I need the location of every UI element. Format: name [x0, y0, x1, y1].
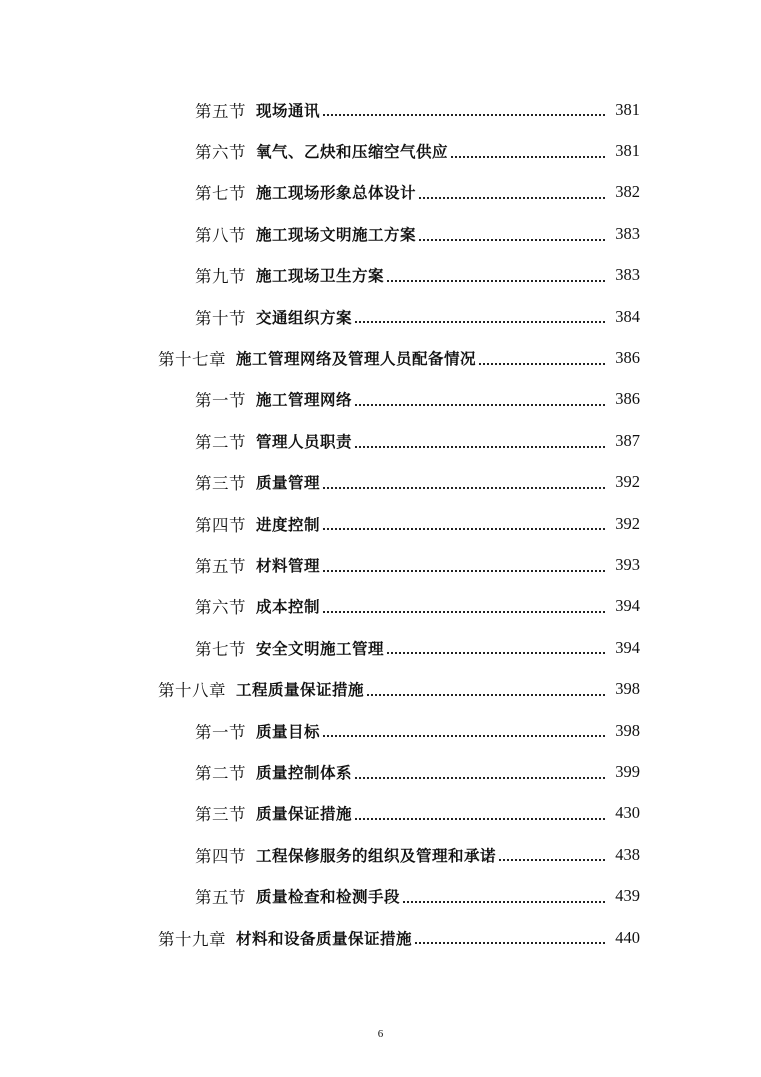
toc-entry-label: 第六节	[195, 143, 246, 163]
toc-entry-label: 第八节	[195, 225, 246, 245]
toc-entry-page-number: 394	[615, 596, 640, 616]
toc-dot-leader	[387, 651, 605, 654]
toc-entry-label: 第五节	[195, 101, 246, 121]
toc-entry-title: 质量控制体系	[256, 763, 353, 782]
toc-dot-leader	[415, 941, 605, 944]
toc-entry-page-number: 440	[615, 927, 640, 947]
toc-entry-page-number: 392	[615, 513, 640, 533]
toc-section-entry[interactable]	[0, 875, 761, 916]
toc-section-entry[interactable]	[0, 834, 761, 875]
toc-dot-leader	[323, 734, 605, 737]
toc-entry-title: 施工管理网络及管理人员配备情况	[236, 350, 477, 369]
toc-dot-leader	[499, 858, 605, 861]
page-number: 6	[377, 1028, 384, 1040]
toc-section-entry[interactable]	[0, 130, 761, 171]
toc-entry-label: 第七节	[195, 639, 246, 659]
toc-dot-leader	[355, 817, 605, 820]
toc-section-entry[interactable]	[0, 586, 761, 627]
toc-section-entry[interactable]	[0, 462, 761, 503]
toc-dot-leader	[419, 238, 605, 241]
toc-entry-title: 施工管理网络	[256, 391, 353, 410]
toc-entry-page-number: 381	[615, 141, 640, 161]
toc-entry-label: 第十节	[195, 308, 246, 328]
toc-entry-title: 现场通讯	[256, 101, 321, 120]
toc-entry-title: 进度控制	[256, 515, 321, 534]
toc-section-entry[interactable]	[0, 420, 761, 461]
toc-entry-label: 第二节	[195, 432, 246, 452]
toc-dot-leader	[323, 527, 605, 530]
toc-chapter-entry[interactable]	[0, 668, 761, 709]
toc-entry-title: 材料管理	[256, 556, 321, 575]
toc-entry-label: 第二节	[195, 763, 246, 783]
toc-entry-title: 工程保修服务的组织及管理和承诺	[256, 846, 497, 865]
toc-entry-page-number: 438	[615, 844, 640, 864]
toc-entry-title: 工程质量保证措施	[236, 681, 365, 700]
toc-dot-leader	[367, 693, 605, 696]
toc-entry-label: 第十九章	[158, 929, 226, 949]
toc-dot-leader	[419, 196, 605, 199]
toc-chapter-entry[interactable]	[0, 337, 761, 378]
toc-section-entry[interactable]	[0, 172, 761, 213]
toc-entry-title: 质量检查和检测手段	[256, 888, 401, 907]
toc-dot-leader	[403, 900, 605, 903]
toc-section-entry[interactable]	[0, 751, 761, 792]
toc-entry-page-number: 383	[615, 223, 640, 243]
toc-entry-page-number: 439	[615, 886, 640, 906]
toc-dot-leader	[355, 403, 605, 406]
toc-dot-leader	[323, 569, 605, 572]
toc-entry-page-number: 394	[615, 637, 640, 657]
toc-dot-leader	[355, 445, 605, 448]
toc-chapter-entry[interactable]	[0, 917, 761, 958]
toc-entry-page-number: 398	[615, 720, 640, 740]
toc-entry-page-number: 393	[615, 554, 640, 574]
toc-dot-leader	[355, 776, 605, 779]
toc-entry-label: 第十八章	[158, 681, 226, 701]
toc-entry-title: 材料和设备质量保证措施	[236, 929, 413, 948]
toc-entry-page-number: 398	[615, 679, 640, 699]
toc-section-entry[interactable]	[0, 710, 761, 751]
toc-entry-title: 施工现场形象总体设计	[256, 184, 417, 203]
toc-entry-page-number: 392	[615, 472, 640, 492]
toc-entry-page-number: 384	[615, 306, 640, 326]
toc-entry-label: 第十七章	[158, 350, 226, 370]
toc-dot-leader	[323, 610, 605, 613]
toc-entry-page-number: 383	[615, 265, 640, 285]
toc-section-entry[interactable]	[0, 255, 761, 296]
toc-entry-label: 第七节	[195, 184, 246, 204]
toc-entry-label: 第一节	[195, 391, 246, 411]
toc-entry-page-number: 381	[615, 99, 640, 119]
toc-entry-title: 管理人员职责	[256, 432, 353, 451]
toc-entry-title: 成本控制	[256, 598, 321, 617]
toc-dot-leader	[451, 155, 605, 158]
toc-entry-label: 第五节	[195, 888, 246, 908]
toc-entry-title: 施工现场文明施工方案	[256, 225, 417, 244]
toc-entry-label: 第四节	[195, 515, 246, 535]
toc-entry-title: 氧气、乙炔和压缩空气供应	[256, 143, 449, 162]
toc-entry-label: 第四节	[195, 846, 246, 866]
toc-section-entry[interactable]	[0, 296, 761, 337]
toc-entry-label: 第三节	[195, 474, 246, 494]
toc-dot-leader	[479, 362, 605, 365]
toc-section-entry[interactable]	[0, 627, 761, 668]
toc-entry-title: 质量保证措施	[256, 805, 353, 824]
toc-section-entry[interactable]	[0, 503, 761, 544]
toc-entry-label: 第九节	[195, 267, 246, 287]
toc-dot-leader	[323, 113, 605, 116]
toc-section-entry[interactable]	[0, 379, 761, 420]
toc-entry-title: 交通组织方案	[256, 308, 353, 327]
toc-entry-page-number: 382	[615, 182, 640, 202]
toc-entry-page-number: 387	[615, 430, 640, 450]
toc-dot-leader	[323, 486, 605, 489]
toc-section-entry[interactable]	[0, 544, 761, 585]
toc-entry-title: 质量目标	[256, 722, 321, 741]
toc-section-entry[interactable]	[0, 89, 761, 130]
toc-entry-label: 第五节	[195, 556, 246, 576]
toc-entry-label: 第一节	[195, 722, 246, 742]
toc-entry-label: 第三节	[195, 805, 246, 825]
toc-entry-page-number: 386	[615, 389, 640, 409]
toc-dot-leader	[387, 279, 605, 282]
toc-entry-page-number: 399	[615, 761, 640, 781]
toc-section-entry[interactable]	[0, 213, 761, 254]
toc-dot-leader	[355, 320, 605, 323]
toc-entry-title: 施工现场卫生方案	[256, 267, 385, 286]
toc-entry-title: 质量管理	[256, 474, 321, 493]
table-of-contents	[0, 89, 761, 958]
toc-entry-page-number: 430	[615, 803, 640, 823]
toc-entry-title: 安全文明施工管理	[256, 639, 385, 658]
toc-section-entry[interactable]	[0, 793, 761, 834]
toc-entry-page-number: 386	[615, 348, 640, 368]
toc-entry-label: 第六节	[195, 598, 246, 618]
